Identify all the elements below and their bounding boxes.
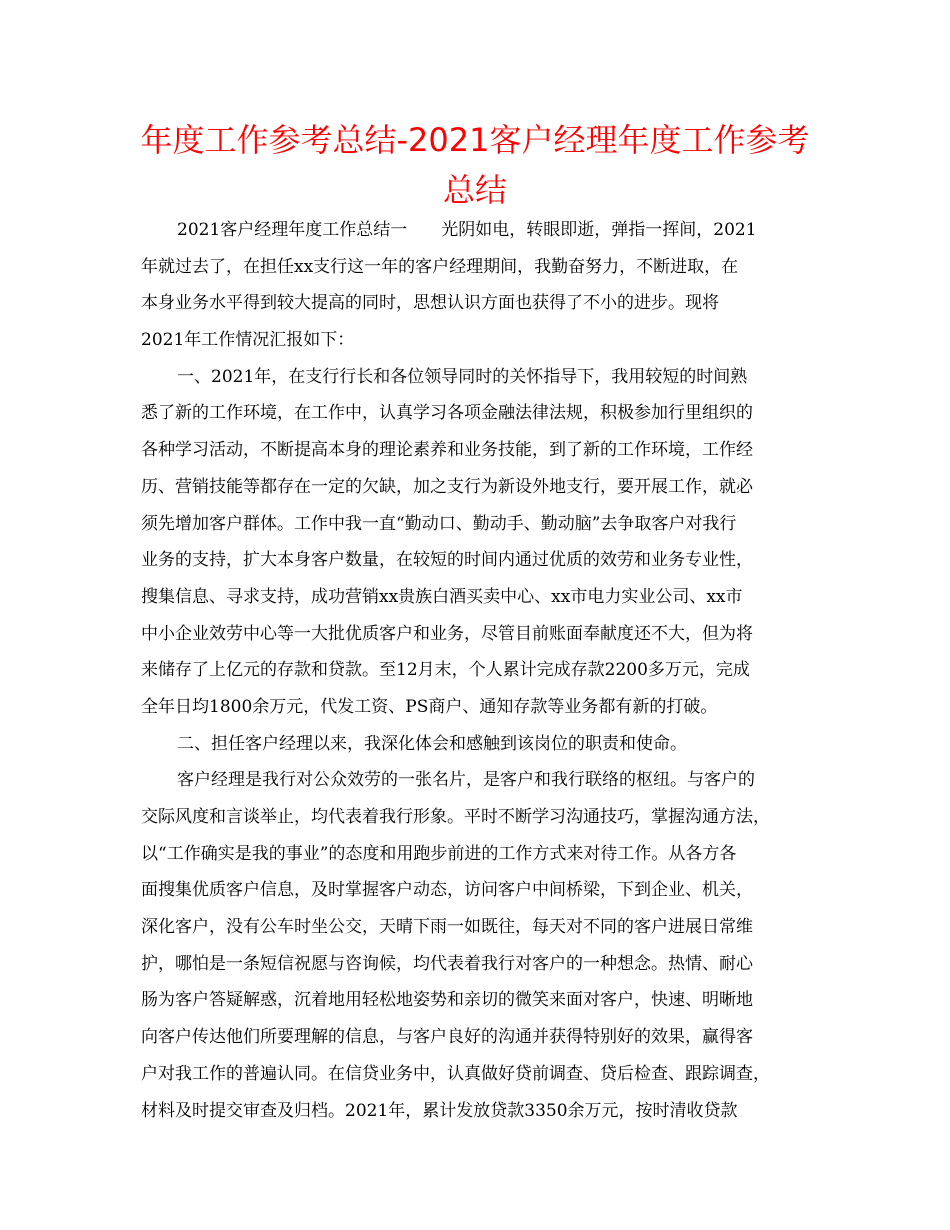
body-line: 材料及时提交审查及归档。2021年，累计发放贷款3350余万元，按时清收贷款 <box>141 1100 738 1121</box>
body-line: 二、担任客户经理以来，我深化体会和感触到该岗位的职责和使命。 <box>177 733 687 754</box>
body-line: 户对我工作的普遍认同。在信贷业务中，认真做好贷前调查、贷后检查、跟踪调查， <box>141 1063 770 1084</box>
body-line: 2021年工作情况汇报如下： <box>141 330 355 351</box>
body-line: 须先增加客户群体。工作中我一直“勤动口、勤动手、勤动脑”去争取客户对我行 <box>141 513 737 534</box>
body-line: 中小企业效劳中心等一大批优质客户和业务，尽管目前账面奉献度还不大，但为将 <box>141 623 753 644</box>
body-line: 一、2021年，在支行行长和各位领导同时的关怀指导下，我用较短的时间熟 <box>177 366 748 387</box>
document-title <box>120 115 830 215</box>
body-line: 来储存了上亿元的存款和贷款。至12月末，个人累计完成存款2200多万元，完成 <box>141 660 750 681</box>
body-line: 面搜集优质客户信息，及时掌握客户动态，访问客户中间桥梁，下到企业、机关， <box>141 880 753 901</box>
body-line: 以“工作确实是我的事业”的态度和用跑步前进的工作方式来对待工作。从各方各 <box>141 843 737 864</box>
body-line: 交际风度和言谈举止，均代表着我行形象。平时不断学习沟通技巧，掌握沟通方法， <box>141 807 770 827</box>
body-line: 肠为客户答疑解惑，沉着地用轻松地姿势和亲切的微笑来面对客户，快速、明晰地 <box>141 990 753 1011</box>
document-body <box>141 212 813 1129</box>
body-line: 向客户传达他们所要理解的信息，与客户良好的沟通并获得特别好的效果，赢得客 <box>141 1027 753 1048</box>
body-line: 历、营销技能等都存在一定的欠缺，加之支行为新设外地支行，要开展工作，就必 <box>141 476 753 497</box>
body-line: 护，哪怕是一条短信祝愿与咨询候，均代表着我行对客户的一种想念。热情、耐心 <box>141 953 753 974</box>
body-line: 客户经理是我行对公众效劳的一张名片，是客户和我行联络的枢纽。与客户的 <box>177 770 755 791</box>
body-line: 搜集信息、寻求支持，成功营销xx贵族白酒买卖中心、xx市电力实业公司、xx市 <box>141 586 743 607</box>
body-line: 业务的支持，扩大本身客户数量，在较短的时间内通过优质的效劳和业务专业性， <box>141 550 753 571</box>
body-line: 各种学习活动，不断提高本身的理论素养和业务技能，到了新的工作环境，工作经 <box>141 440 753 461</box>
body-line: 本身业务水平得到较大提高的同时，思想认识方面也获得了不小的进步。现将 <box>141 293 719 314</box>
body-line: 2021客户经理年度工作总结一 光阴如电，转眼即逝，弹指一挥间，2021 <box>177 220 757 240</box>
body-line: 深化客户，没有公车时坐公交，天晴下雨一如既往，每天对不同的客户进展日常维 <box>141 917 753 938</box>
body-line: 全年日均1800余万元，代发工资、PS商户、通知存款等业务都有新的打破。 <box>141 696 718 717</box>
body-line: 悉了新的工作环境，在工作中，认真学习各项金融法律法规，积极参加行里组织的 <box>141 403 753 424</box>
title-line: 总结 <box>442 171 507 209</box>
title-line: 年度工作参考总结-2021客户经理年度工作参考 <box>140 121 810 159</box>
body-line: 年就过去了，在担任xx支行这一年的客户经理期间，我勤奋努力，不断进取，在 <box>141 256 739 277</box>
